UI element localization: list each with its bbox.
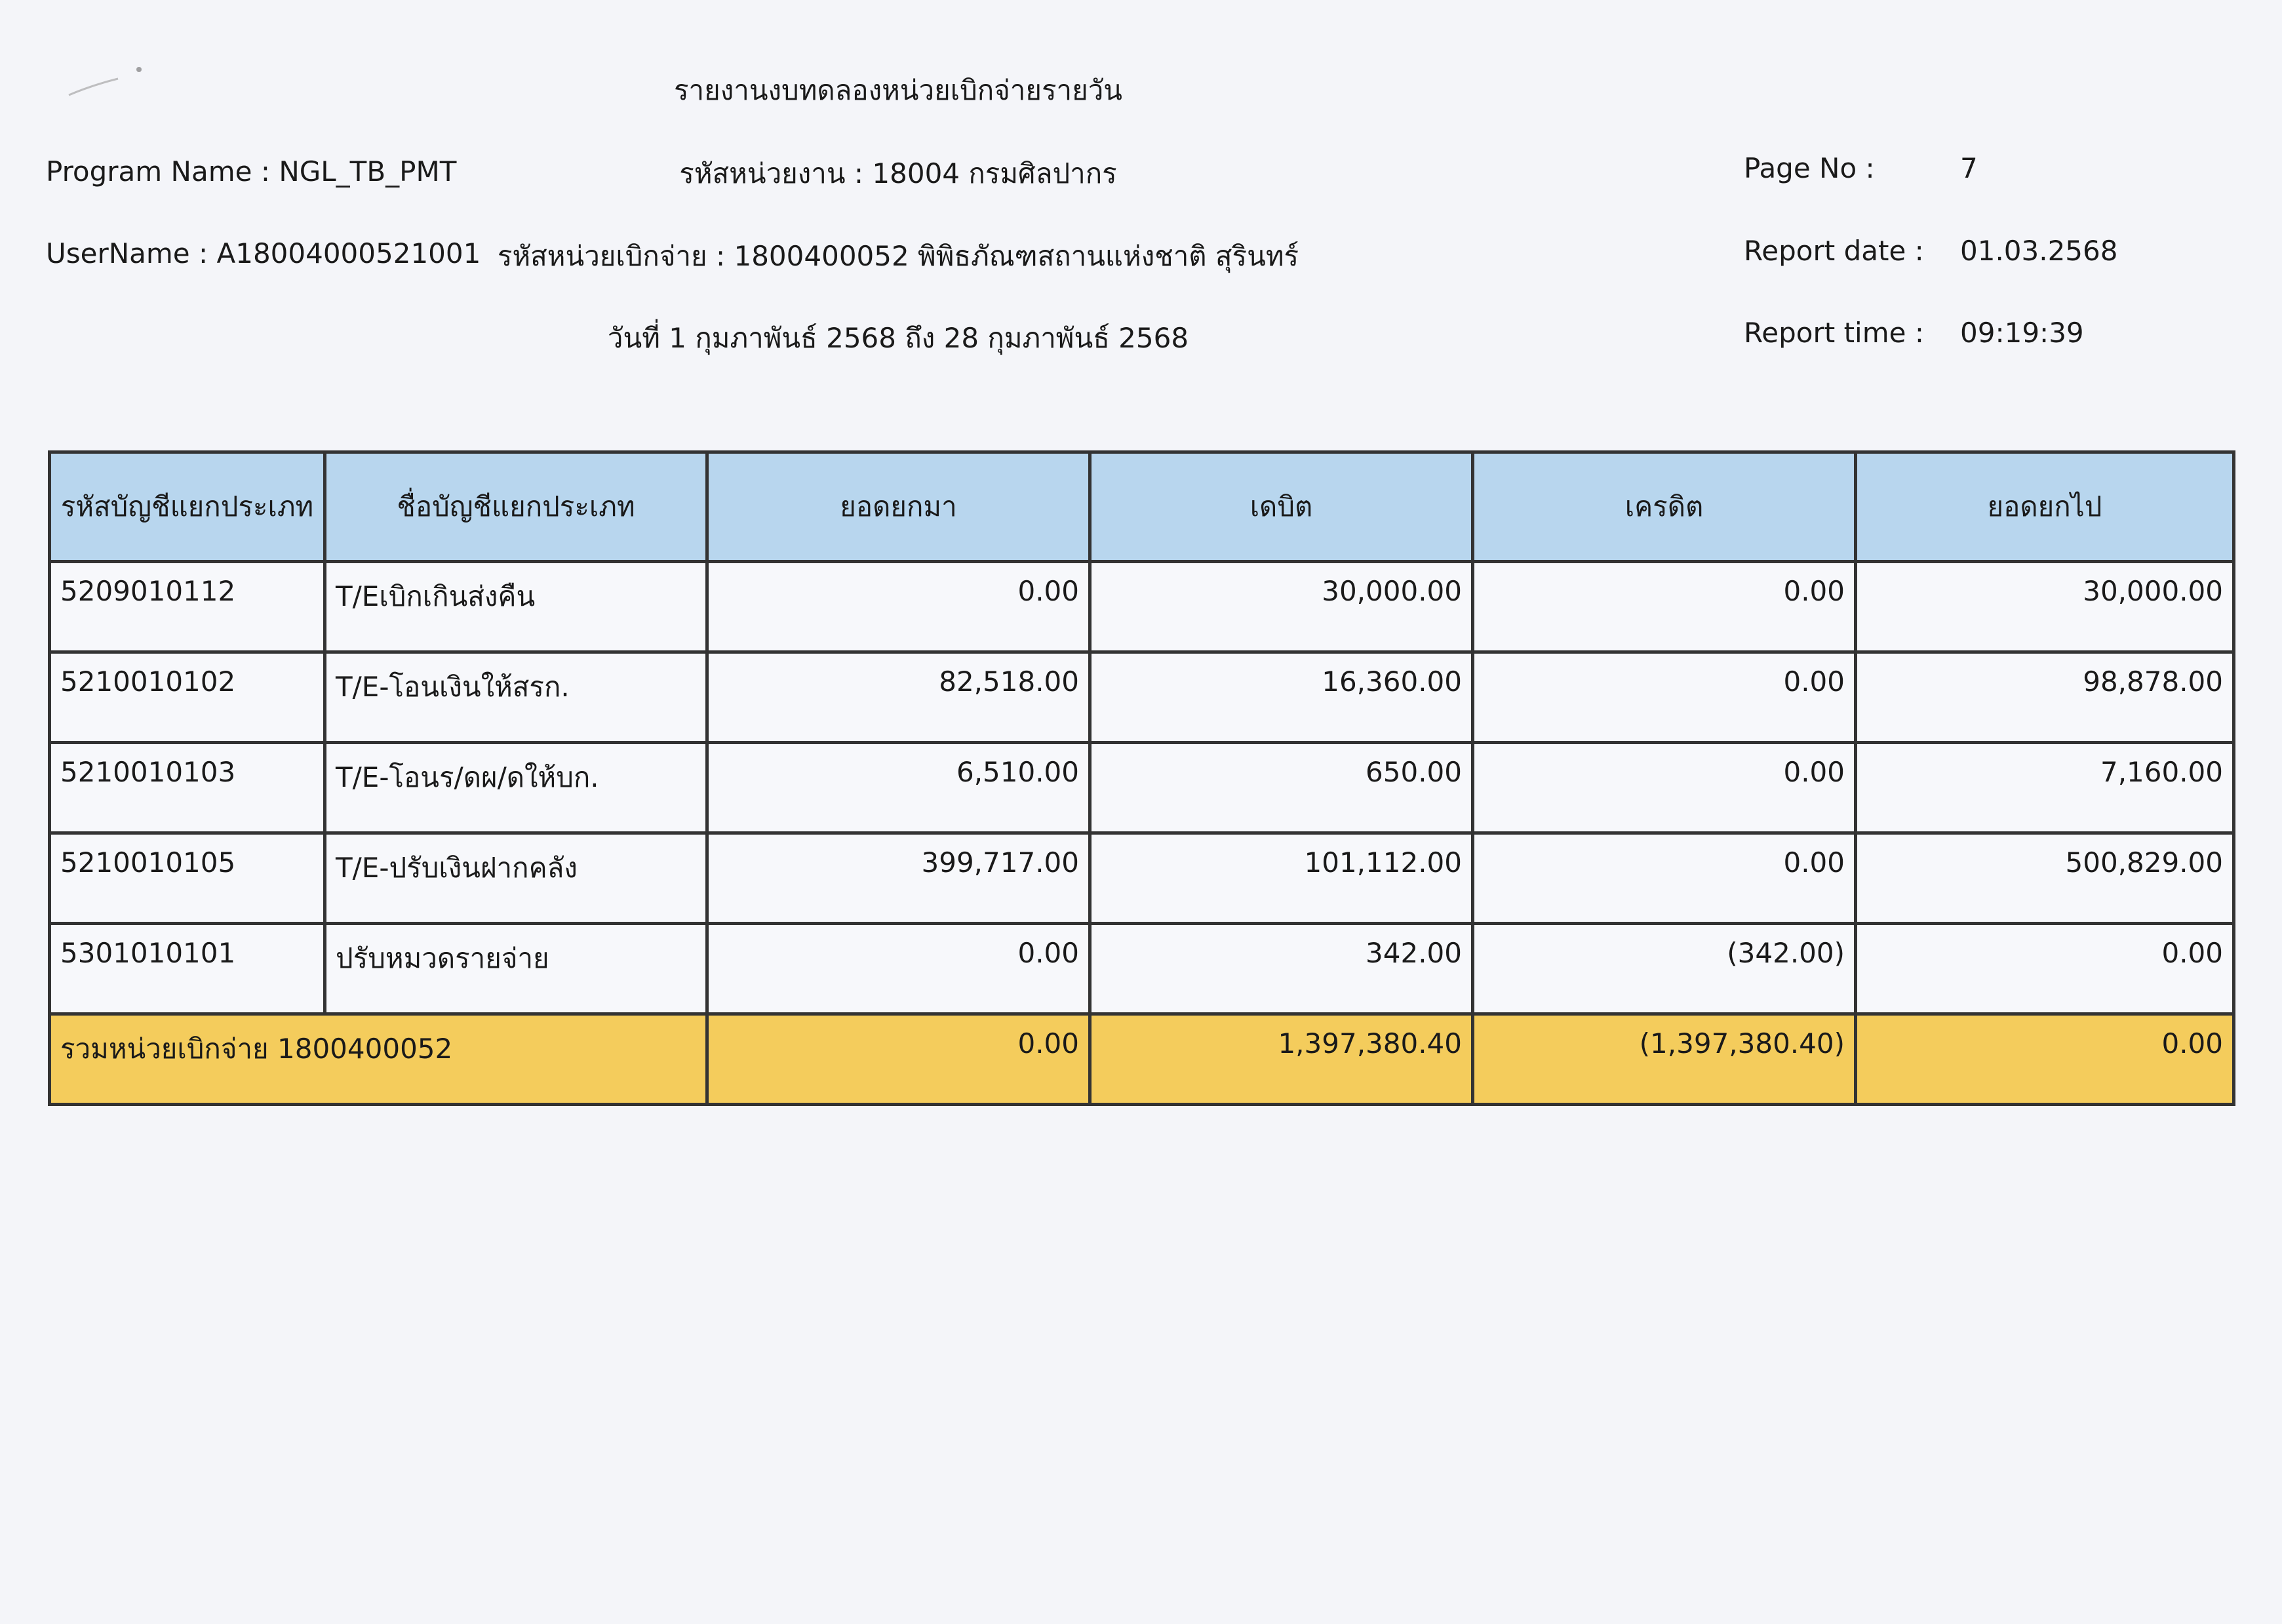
report-time-value: 09:19:39	[1960, 317, 2084, 349]
header-account-name: ชื่อบัญชีแยกประเภท	[325, 452, 707, 562]
page-no-value: 7	[1960, 152, 1978, 184]
total-label: รวมหน่วยเบิกจ่าย 1800400052	[50, 1014, 707, 1105]
cell-credit: 0.00	[1473, 562, 1856, 652]
header-closing-balance: ยอดยกไป	[1856, 452, 2234, 562]
total-opening: 0.00	[707, 1014, 1090, 1105]
cell-account-code: 5210010102	[50, 652, 325, 743]
cell-account-code: 5210010103	[50, 743, 325, 833]
agency-code: รหัสหน่วยงาน : 18004 กรมศิลปากร	[679, 157, 1117, 189]
table-row	[50, 743, 2234, 833]
cell-debit: 650.00	[1090, 743, 1473, 833]
trial-balance-table	[48, 450, 2235, 1106]
table-row	[50, 924, 2234, 1014]
page-no-label: Page No :	[1744, 152, 1875, 184]
cell-account-name: T/E-ปรับเงินฝากคลัง	[325, 833, 707, 924]
report-date-value: 01.03.2568	[1960, 235, 2118, 267]
cell-credit: 0.00	[1473, 743, 1856, 833]
cell-account-name: T/E-โอนร/ดผ/ดให้บก.	[325, 743, 707, 833]
cell-closing: 500,829.00	[1856, 833, 2234, 924]
header-opening-balance: ยอดยกมา	[707, 452, 1090, 562]
cell-account-name: ปรับหมวดรายจ่าย	[325, 924, 707, 1014]
report-title: รายงานงบทดลองหน่วยเบิกจ่ายรายวัน	[673, 74, 1123, 106]
disbursing-unit: รหัสหน่วยเบิกจ่าย : 1800400052 พิพิธภัณฑสถานแห่งชาติ สุรินทร์	[497, 240, 1299, 272]
table-row	[50, 833, 2234, 924]
cell-credit: 0.00	[1473, 652, 1856, 743]
cell-closing: 30,000.00	[1856, 562, 2234, 652]
cell-account-name: T/Eเบิกเกินส่งคืน	[325, 562, 707, 652]
header-credit: เครดิต	[1473, 452, 1856, 562]
cell-account-code: 5210010105	[50, 833, 325, 924]
cell-opening: 82,518.00	[707, 652, 1090, 743]
table-header-row	[50, 452, 2234, 562]
header-debit: เดบิต	[1090, 452, 1473, 562]
cell-credit: (342.00)	[1473, 924, 1856, 1014]
cell-opening: 6,510.00	[707, 743, 1090, 833]
cell-debit: 16,360.00	[1090, 652, 1473, 743]
report-time-label: Report time :	[1744, 317, 1924, 349]
total-debit: 1,397,380.40	[1090, 1014, 1473, 1105]
cell-opening: 0.00	[707, 924, 1090, 1014]
table-total-row	[50, 1014, 2234, 1105]
cell-account-code: 5209010112	[50, 562, 325, 652]
cell-debit: 342.00	[1090, 924, 1473, 1014]
cell-closing: 98,878.00	[1856, 652, 2234, 743]
report-date-label: Report date :	[1744, 235, 1924, 267]
cell-opening: 0.00	[707, 562, 1090, 652]
date-range: วันที่ 1 กุมภาพันธ์ 2568 ถึง 28 กุมภาพันธ์ 2568	[607, 322, 1189, 354]
cell-debit: 101,112.00	[1090, 833, 1473, 924]
cell-closing: 7,160.00	[1856, 743, 2234, 833]
cell-account-code: 5301010101	[50, 924, 325, 1014]
total-credit: (1,397,380.40)	[1473, 1014, 1856, 1105]
cell-closing: 0.00	[1856, 924, 2234, 1014]
table-row	[50, 652, 2234, 743]
header-account-code: รหัสบัญชีแยกประเภท	[50, 452, 325, 562]
cell-account-name: T/E-โอนเงินให้สรก.	[325, 652, 707, 743]
cell-opening: 399,717.00	[707, 833, 1090, 924]
table-row	[50, 562, 2234, 652]
total-closing: 0.00	[1856, 1014, 2234, 1105]
cell-debit: 30,000.00	[1090, 562, 1473, 652]
cell-credit: 0.00	[1473, 833, 1856, 924]
program-name: Program Name : NGL_TB_PMT	[46, 155, 457, 188]
user-name: UserName : A18004000521001	[46, 237, 481, 269]
